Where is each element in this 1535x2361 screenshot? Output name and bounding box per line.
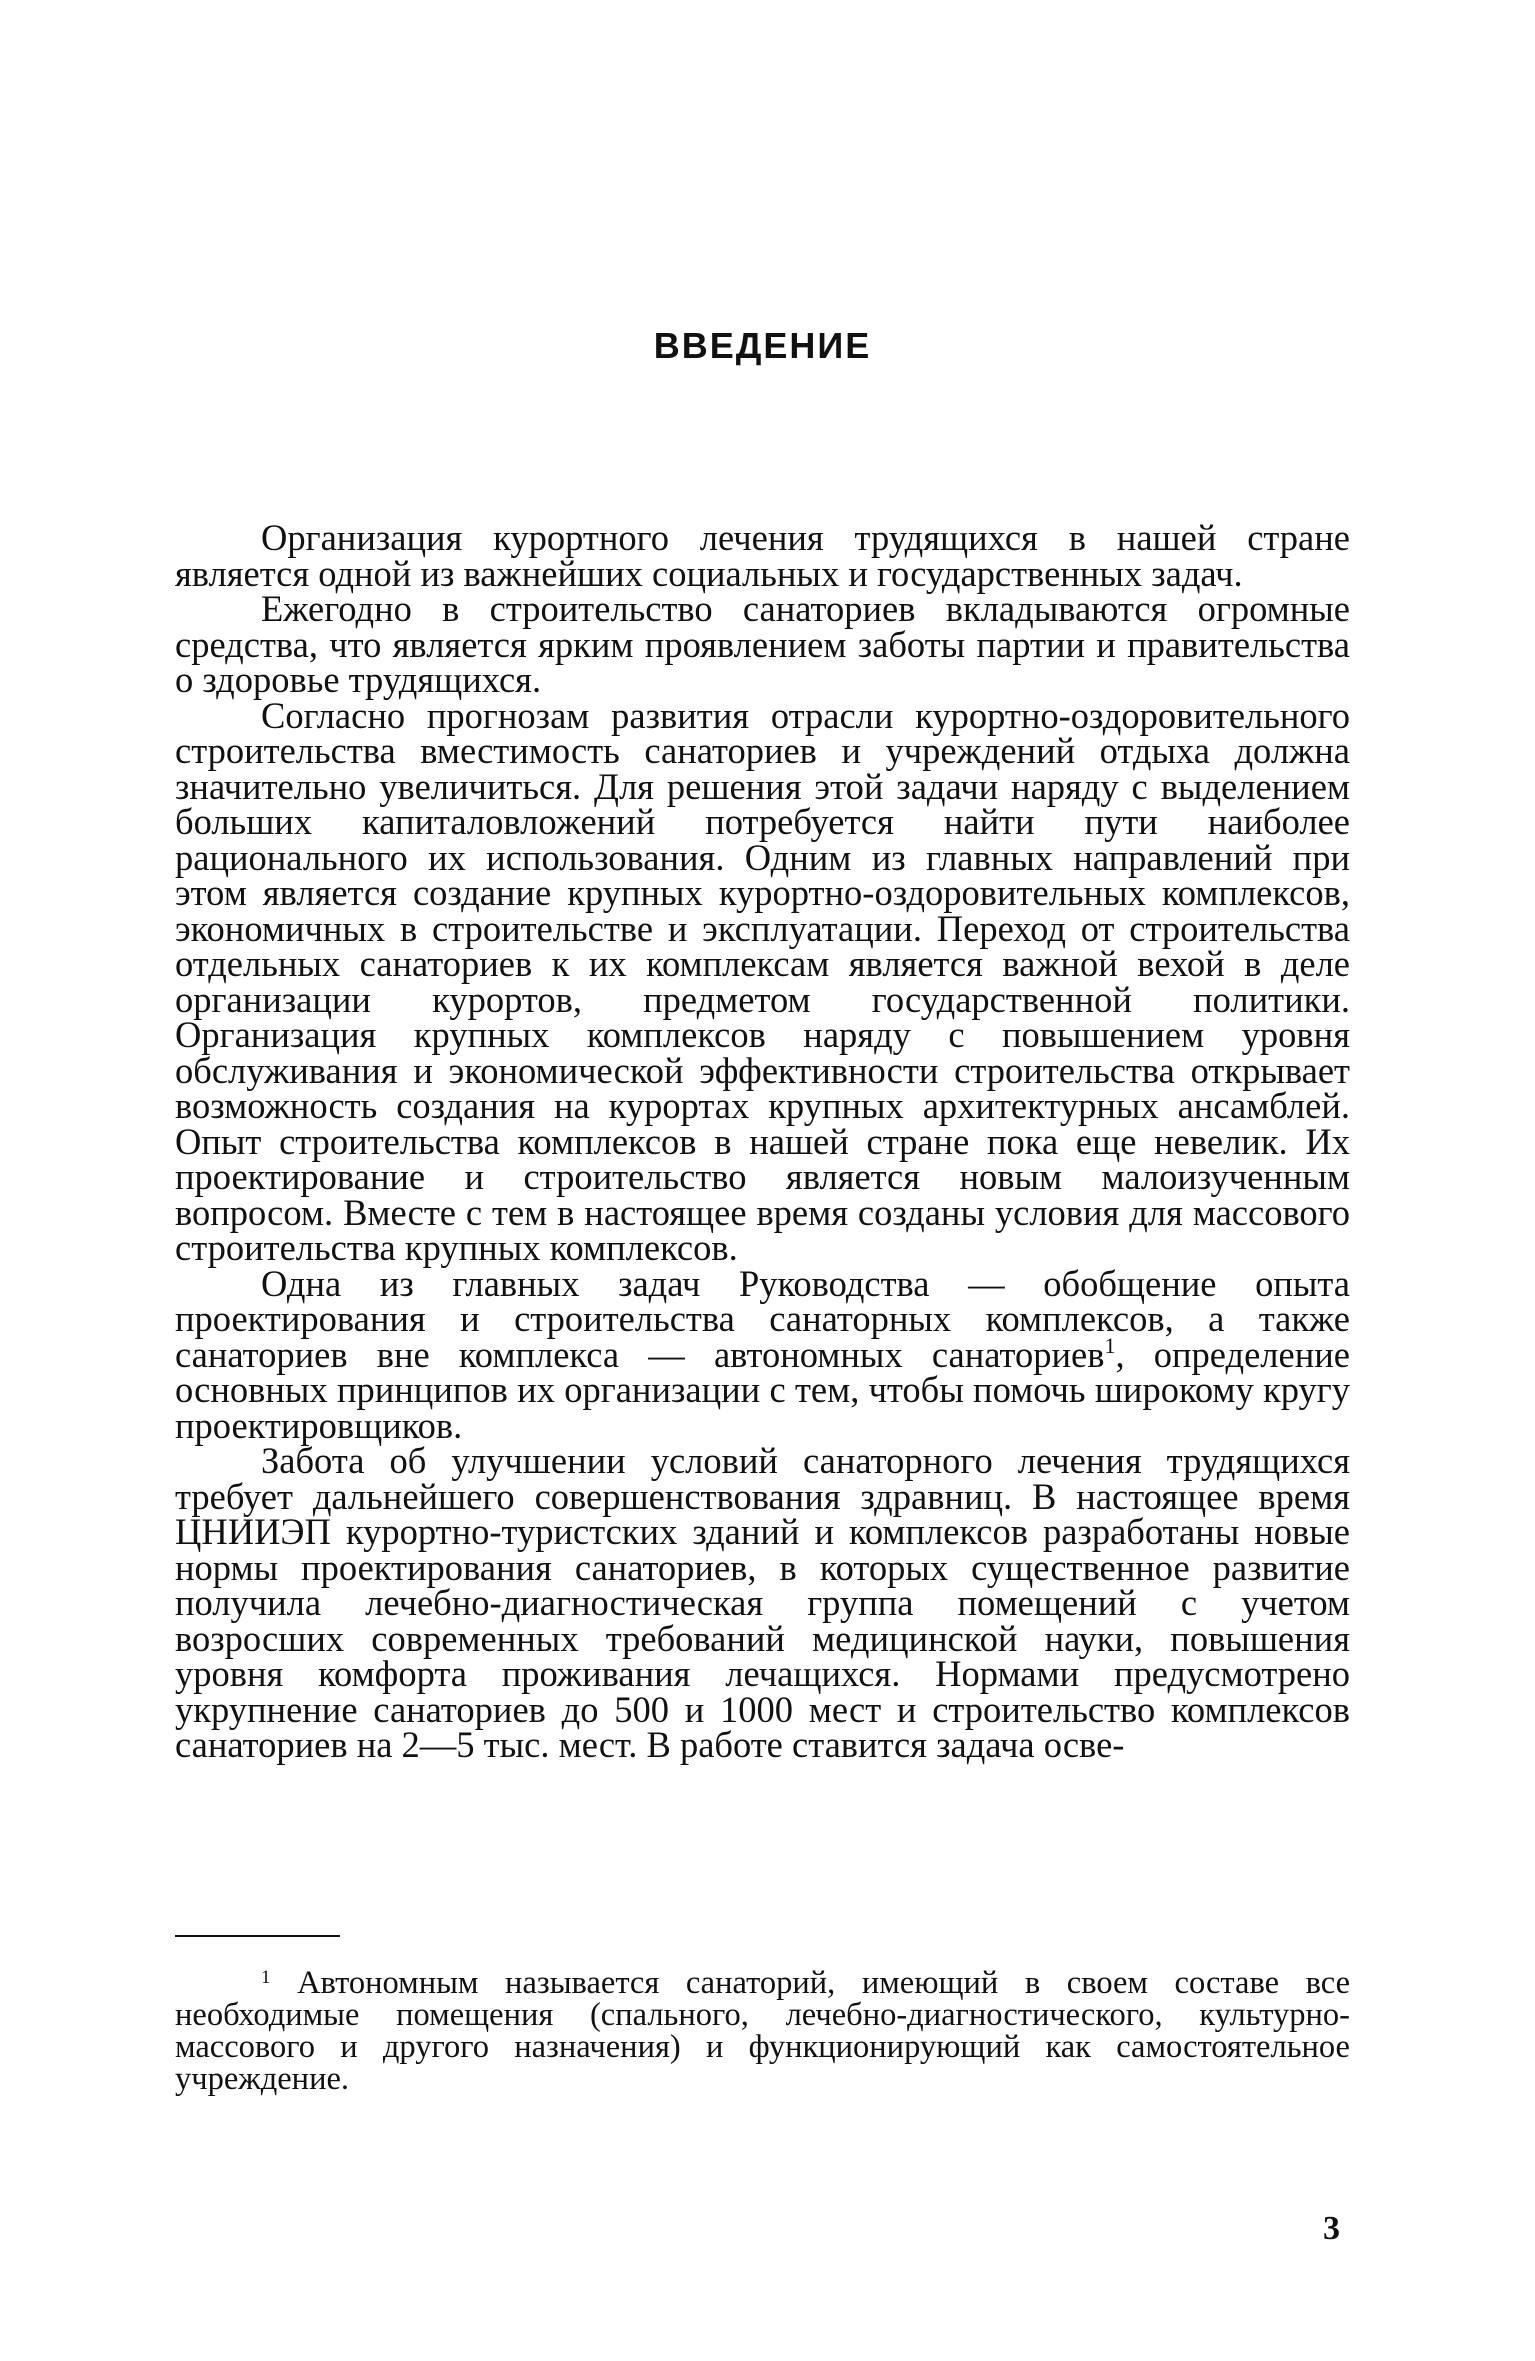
footnote-text: Автономным называется санаторий, имеющий в своем составе все необходимые помещения (спального, лечебно-диагностического, культурно-массового и другого назначения) и функционирующий как самостоятельное учреждение. [175,1965,1351,2097]
page-number: 3 [1323,2210,1340,2247]
paragraph: Организация курортного лечения трудящихся в нашей стране является одной из важнейших социальных и государственных задач. [175,517,1350,594]
paragraph-text-before: Одна из главных задач Руководства — обобщение опыта проектирования и строительства санаторных комплексов, а также санаториев вне комплекса — автономных санаториев [175,1262,1350,1375]
footnote-marker: 1 [261,1967,271,1988]
paragraph: Забота об улучшении условий санаторного лечения трудящихся требует дальнейшего совершенствования здравниц. В настоящее время ЦНИИЭП курортно-туристских зданий и комплексов разработаны новые нормы проектирования санаториев, в которых существенное развитие получила лечебно-диагностическая группа помещений с учетом возросших современных требований медицинской науки, повышения уровня комфорта проживания лечащихся. Нормами предусмотрено укрупнение санаториев до 500 и 1000 мест и строительство комплексов санаториев на 2—5 тыс. мест. В работе ставится задача осве- [175,1440,1350,1765]
footnote-reference[interactable]: 1 [1104,1332,1116,1358]
paragraph-text-after: , определение основных принципов их организации с тем, чтобы помочь широкому кругу проектировщиков. [175,1333,1350,1446]
footnote [175,1967,1350,2095]
paragraph: Ежегодно в строительство санаториев вкладываются огромные средства, что является ярким проявлением заботы партии и правительства о здоровье трудящихся. [175,588,1350,700]
footnote-divider [175,1935,340,1937]
paragraph-with-footnote-ref [175,1262,1350,1446]
body-text [175,517,1350,1765]
page-title: ВВЕДЕНИЕ [653,325,872,366]
paragraph: Согласно прогнозам развития отрасли курортно-оздоровительного строительства вместимость санаториев и учреждений отдыха должна значительно увеличиться. Для решения этой задачи наряду с выделением больших капиталовложений потребуется найти пути наиболее рационального их использования. Одним из главных направлений при этом является создание крупных курортно-оздоровительных комплексов, экономичных в строительстве и эксплуатации. Переход от строительства отдельных санаториев к их комплексам является важной вехой в деле организации курортов, предметом государственной политики. Организация крупных комплексов наряду с повышением уровня обслуживания и экономической эффективности строительства открывает возможность создания на курортах крупных архитектурных ансамблей. Опыт строительства комплексов в нашей стране пока еще невелик. Их проектирование и строительство является новым малоизученным вопросом. Вместе с тем в настоящее время созданы условия для массового строительства крупных комплексов. [175,694,1350,1268]
book-page [175,0,1350,2361]
